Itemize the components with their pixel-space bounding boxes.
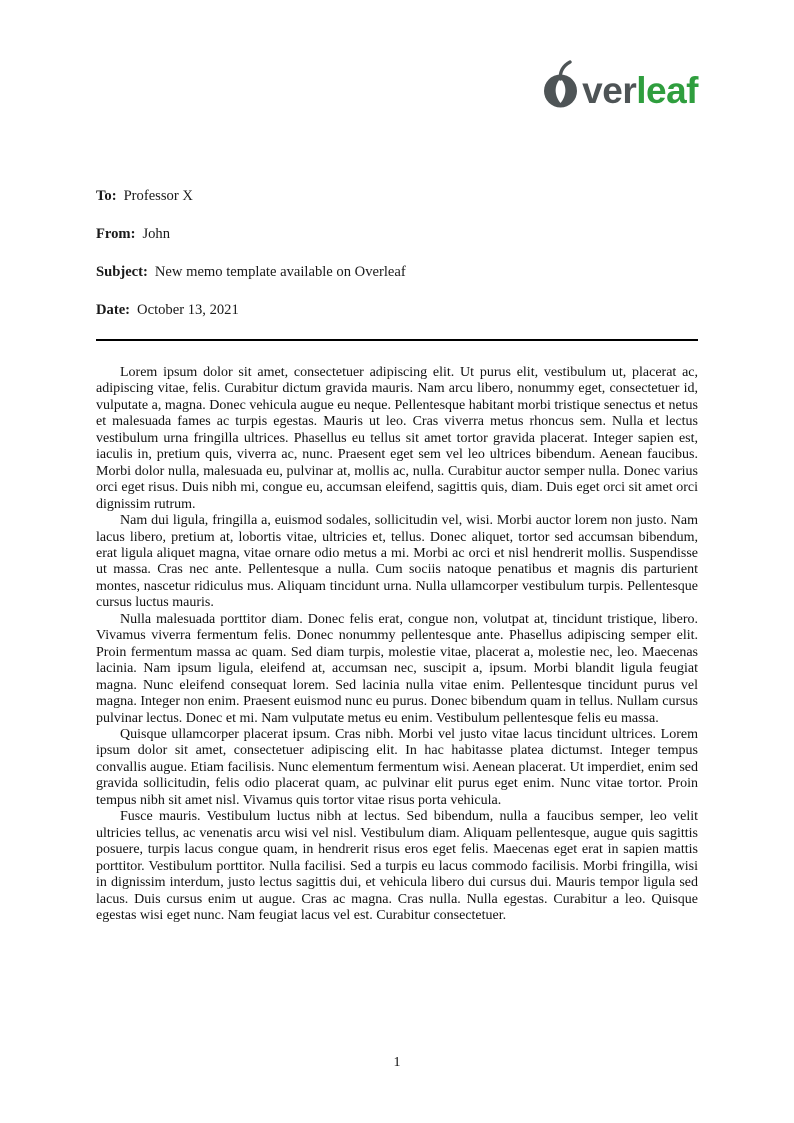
- logo-row: [96, 0, 698, 109]
- memo-field-to-value: Professor X: [123, 188, 193, 204]
- memo-field-from: [96, 225, 698, 243]
- logo-text-over: ver: [582, 70, 637, 111]
- memo-field-date-label: Date:: [96, 302, 131, 318]
- body-paragraph-1: Lorem ipsum dolor sit amet, consectetuer adipiscing elit. Ut purus elit, vestibulum ut, placerat ac, adipiscing vitae, felis. Curabitur dictum gravida mauris. Nam arcu libero, nonummy eget, consectetuer id, vulputate a, magna. Donec vehicula augue eu neque. Pellentesque habitant morbi tristique senectus et netus et malesuada fames ac turpis egestas. Mauris ut leo. Cras viverra metus rhoncus sem. Nulla et lectus vestibulum urna fringilla ultrices. Phasellus eu tellus sit amet tortor gravida placerat. Integer sapien est, iaculis in, pretium quis, viverra ac, nunc. Praesent eget sem vel leo ultrices bibendum. Aenean faucibus. Morbi dolor nulla, malesuada eu, pulvinar at, mollis ac, nulla. Curabitur auctor semper nulla. Donec varius orci eget risus. Duis nibh mi, congue eu, accumsan eleifend, sagittis quis, diam. Duis eget orci sit amet orci dignissim rutrum.: [96, 365, 698, 512]
- memo-field-from-label: From:: [96, 226, 136, 242]
- body-paragraph-4: Quisque ullamcorper placerat ipsum. Cras nibh. Morbi vel justo vitae lacus tincidunt ultrices. Lorem ipsum dolor sit amet, consectetuer adipiscing elit. In hac habitasse platea dictumst. Integer tempus convallis augue. Etiam facilisis. Nunc elementum fermentum wisi. Aenean placerat. Ut imperdiet, enim sed gravida sollicitudin, felis odio placerat quam, ac pulvinar elit purus eget enim. Nunc vitae tortor. Proin tempus nibh sit amet nisl. Vivamus quis tortor vitae risus porta vehicula.: [96, 726, 698, 808]
- memo-field-subject-label: Subject:: [96, 264, 148, 280]
- logo-text-leaf: leaf: [636, 70, 698, 111]
- memo-field-to: [96, 187, 698, 205]
- body-paragraph-3: Nulla malesuada porttitor diam. Donec felis erat, congue non, volutpat at, tincidunt tristique, libero. Vivamus viverra fermentum felis. Donec nonummy pellentesque ante. Phasellus adipiscing semper elit. Proin fermentum massa ac quam. Sed diam turpis, molestie vitae, placerat a, molestie nec, leo. Maecenas lacinia. Nam ipsum ligula, eleifend at, accumsan nec, suscipit a, ipsum. Morbi blandit ligula feugiat magna. Nunc eleifend consequat lorem. Sed lacinia nulla vitae enim. Pellentesque tincidunt purus vel magna. Integer non enim. Praesent euismod nunc eu purus. Donec bibendum quam in tellus. Nullam cursus pulvinar lectus. Donec et mi. Nam vulputate metus eu enim. Vestibulum pellentesque felis eu massa.: [96, 611, 698, 726]
- memo-field-date: [96, 301, 698, 319]
- header-divider: [96, 339, 698, 341]
- memo-header: [96, 187, 698, 319]
- memo-field-from-value: John: [142, 226, 171, 242]
- memo-field-date-value: October 13, 2021: [137, 302, 239, 318]
- overleaf-o-leaf-icon: [540, 60, 582, 109]
- memo-body: [96, 365, 698, 924]
- body-paragraph-2: Nam dui ligula, fringilla a, euismod sodales, sollicitudin vel, wisi. Morbi auctor lorem non justo. Nam lacus libero, pretium at, lobortis vitae, ultricies et, tellus. Donec aliquet, tortor sed accumsan bibendum, erat ligula aliquet magna, vitae ornare odio metus a mi. Morbi ac orci et nisl hendrerit mollis. Suspendisse ut massa. Cras nec ante. Pellentesque a nulla. Cum sociis natoque penatibus et magnis dis parturient montes, nascetur ridiculus mus. Aliquam tincidunt urna. Nulla ullamcorper vestibulum turpis. Pellentesque cursus luctus mauris.: [96, 513, 698, 611]
- page-number: 1: [393, 1055, 401, 1070]
- memo-field-to-label: To:: [96, 188, 117, 204]
- body-paragraph-5: Fusce mauris. Vestibulum luctus nibh at lectus. Sed bibendum, nulla a faucibus semper, leo velit ultricies tellus, ac venenatis arcu wisi vel nisl. Vestibulum diam. Aliquam pellentesque, augue quis sagittis posuere, turpis lacus congue quam, in hendrerit risus eros eget felis. Maecenas eget erat in sapien mattis porttitor. Vestibulum porttitor. Nulla facilisi. Sed a turpis eu lacus commodo facilisis. Morbi fringilla, wisi in dignissim interdum, justo lectus sagittis dui, et vehicula libero dui cursus dui. Mauris tempor ligula sed lacus. Duis cursus enim ut augue. Cras ac magna. Cras nulla. Nulla egestas. Curabitur a leo. Quisque egestas wisi eget nunc. Nam feugiat lacus vel est. Curabitur consectetuer.: [96, 809, 698, 923]
- overleaf-logo: [540, 60, 698, 109]
- memo-field-subject-value: New memo template available on Overleaf: [154, 264, 406, 280]
- memo-field-subject: [96, 263, 698, 281]
